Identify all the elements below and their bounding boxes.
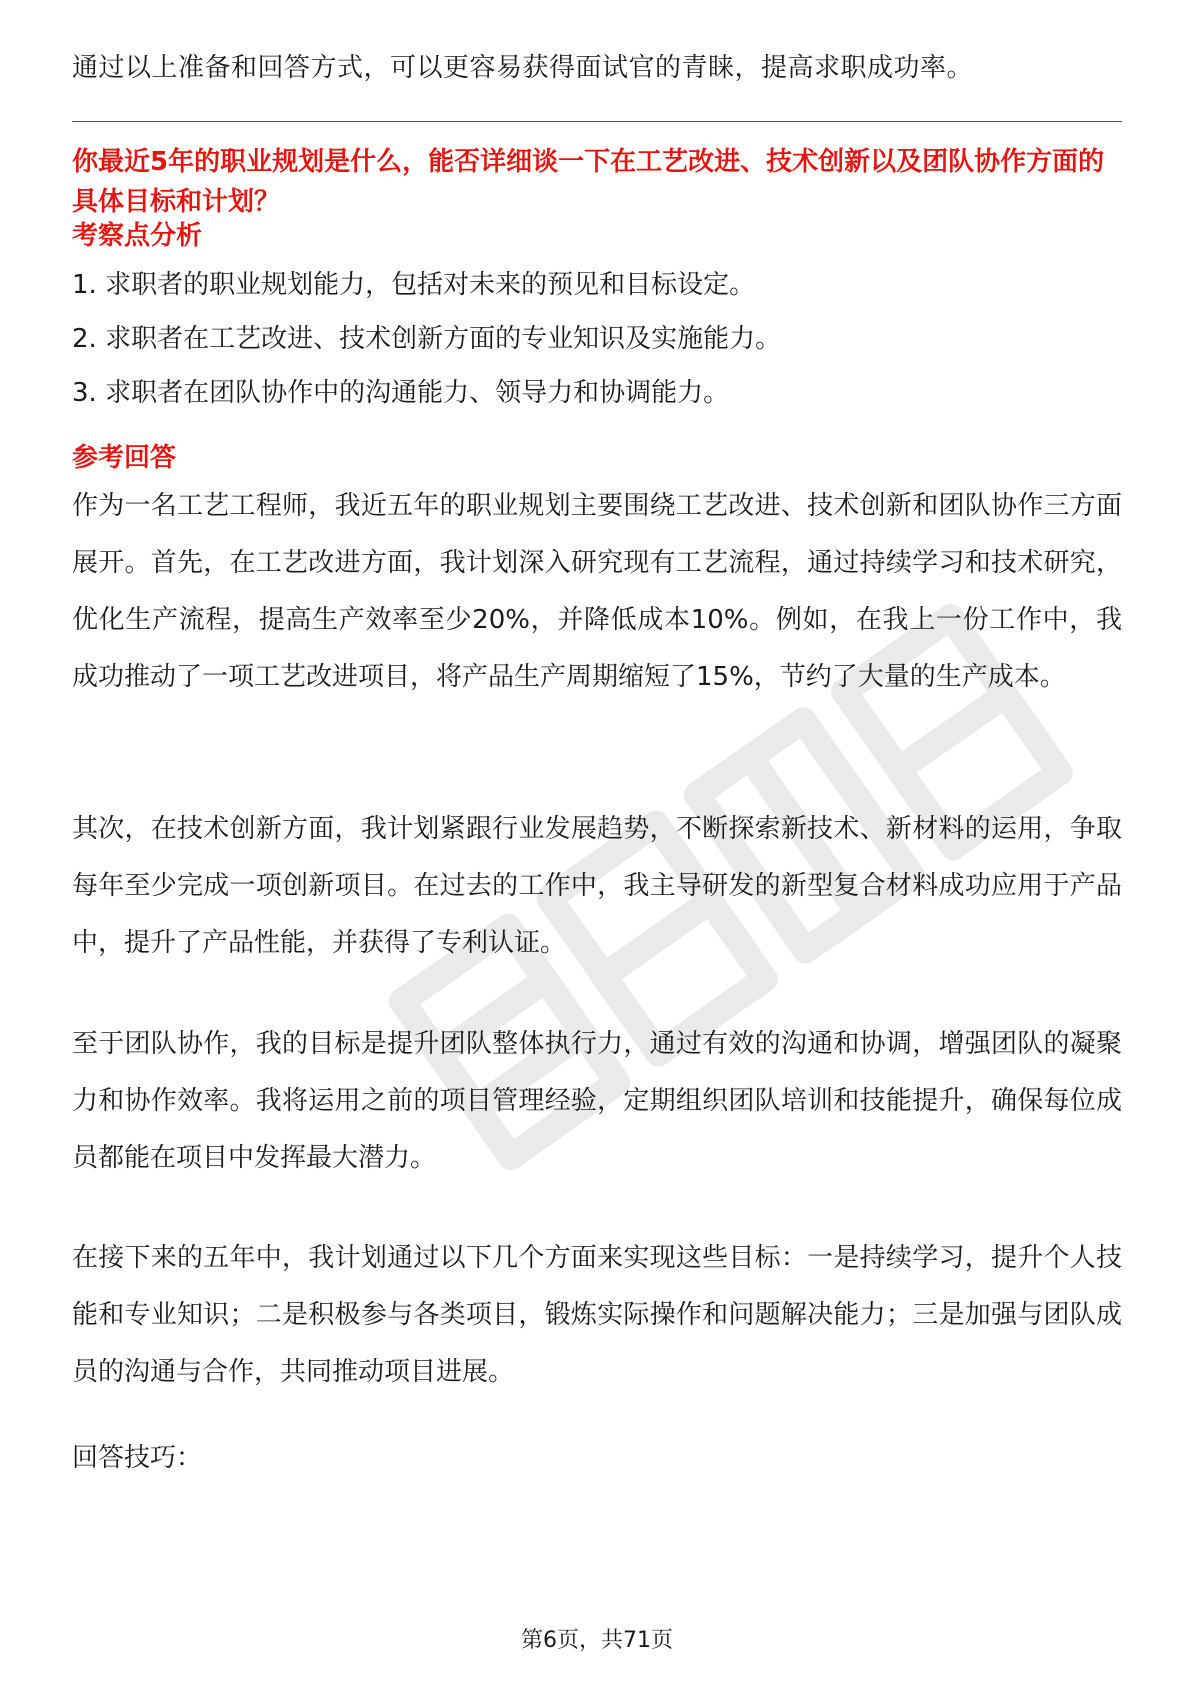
intro-closing-text: 通过以上准备和回答方式，可以更容易获得面试官的青睐，提高求职成功率。 xyxy=(72,53,974,83)
tips-label: 回答技巧： xyxy=(72,1443,203,1473)
answer-paragraph: 其次，在技术创新方面，我计划紧跟行业发展趋势，不断探索新技术、新材料的运用，争取每年至少完成一项创新项目。在过去的工作中，我主导研发的新型复合材料成功应用于产品中，提升了产品性能，并获得了专利认证。 xyxy=(72,814,1122,958)
answer-paragraph: 作为一名工艺工程师，我近五年的职业规划主要围绕工艺改进、技术创新和团队协作三方面展开。首先，在工艺改进方面，我计划深入研究现有工艺流程，通过持续学习和技术研究，优化生产流程，提高生产效率至少20%，并降低成本10%。例如，在我上一份工作中，我成功推动了一项工艺改进项目，将产品生产周期缩短了15%，节约了大量的生产成本。 xyxy=(72,491,1122,692)
answer-heading: 参考回答 xyxy=(72,443,177,473)
analysis-point: 2. 求职者在工艺改进、技术创新方面的专业知识及实施能力。 xyxy=(72,324,782,354)
analysis-point: 3. 求职者在团队协作中的沟通能力、领导力和协调能力。 xyxy=(72,378,730,408)
document-page xyxy=(72,0,1122,1684)
page-number-footer: 第6页，共71页 xyxy=(521,1628,673,1653)
answer-paragraph: 至于团队协作，我的目标是提升团队整体执行力，通过有效的沟通和协调，增强团队的凝聚力和协作效率。我将运用之前的项目管理经验，定期组织团队培训和技能提升，确保每位成员都能在项目中发挥最大潜力。 xyxy=(72,1029,1122,1173)
question-heading: 你最近5年的职业规划是什么，能否详细谈一下在工艺改进、技术创新以及团队协作方面的具体目标和计划？ xyxy=(72,147,1105,217)
answer-paragraph: 在接下来的五年中，我计划通过以下几个方面来实现这些目标：一是持续学习，提升个人技能和专业知识；二是积极参与各类项目，锻炼实际操作和问题解决能力；三是加强与团队成员的沟通与合作，共同推动项目进展。 xyxy=(72,1243,1122,1387)
analysis-heading: 考察点分析 xyxy=(72,221,203,251)
section-divider xyxy=(72,121,1122,122)
analysis-point: 1. 求职者的职业规划能力，包括对未来的预见和目标设定。 xyxy=(72,270,756,300)
